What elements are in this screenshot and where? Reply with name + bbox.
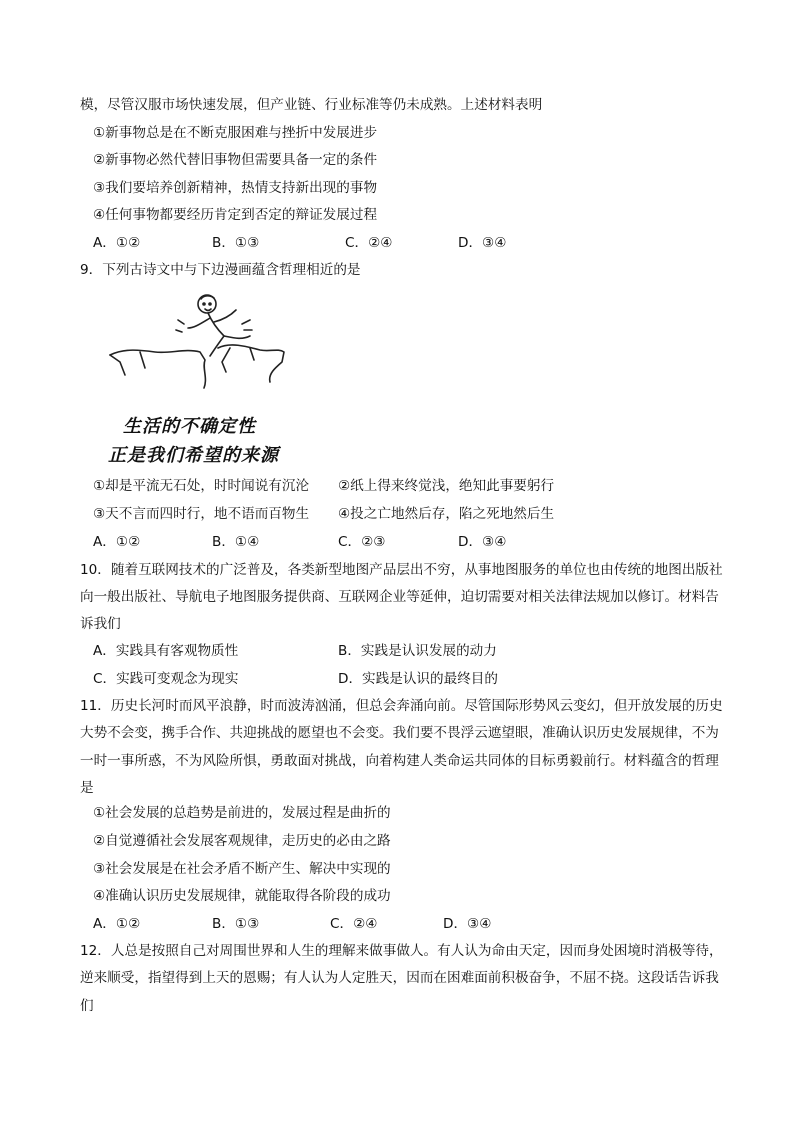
q11-item-4: ④准确认识历史发展规律，就能取得各阶段的成功 [93, 888, 391, 904]
q12-stem-line-2: 逆来顺受，指望得到上天的恩赐；有人认为人定胜天，因而在困难面前积极奋争，不屈不挠。这段话告诉我 [80, 970, 719, 986]
q8-option-b: B．①③ [212, 235, 260, 251]
q9-option-c: C．②③ [338, 534, 386, 550]
q9-item-2: ②纸上得来终觉浅，绝知此事要躬行 [338, 478, 555, 494]
cartoon-caption-line-2: 正是我们希望的来源 [108, 445, 279, 466]
q11-stem-line-2: 大势不会变，携手合作、共迎挑战的愿望也不会变。我们要不畏浮云遮望眼，准确认识历史发展规律，不为 [80, 725, 719, 741]
q8-item-4: ④任何事物都要经历肯定到否定的辩证发展过程 [93, 207, 378, 223]
q9-item-1: ①却是平流无石处，时时闻说有沉沦 [93, 478, 310, 494]
q9-option-b: B．①④ [212, 534, 260, 550]
q8-option-c: C．②④ [345, 235, 393, 251]
cartoon-caption-line-1: 生活的不确定性 [123, 416, 256, 437]
q10-option-c: C．实践可变观念为现实 [93, 671, 239, 687]
q9-option-d: D．③④ [458, 534, 507, 550]
q11-option-a: A．①② [93, 916, 141, 932]
q12-stem-line-1: 12．人总是按照自己对周围世界和人生的理解来做事做人。有人认为命由天定，因而身处困境时消极等待， [80, 943, 723, 959]
q11-stem-line-3: 一时一事所惑，不为风险所惧，勇敢面对挑战，向着构建人类命运共同体的目标勇毅前行。材料蕴含的哲理 [80, 753, 719, 769]
cartoon-illustration [100, 290, 290, 470]
q11-option-c: C．②④ [330, 916, 378, 932]
q10-option-d: D．实践是认识的最终目的 [338, 671, 498, 687]
q11-item-1: ①社会发展的总趋势是前进的，发展过程是曲折的 [93, 805, 391, 821]
q9-stem: 9．下列古诗文中与下边漫画蕴含哲理相近的是 [80, 262, 361, 278]
q9-option-a: A．①② [93, 534, 141, 550]
q8-option-d: D．③④ [458, 235, 507, 251]
q10-option-b: B．实践是认识发展的动力 [338, 643, 497, 659]
q10-stem-line-3: 诉我们 [80, 616, 121, 632]
q11-stem-line-4: 是 [80, 780, 94, 796]
q10-stem-line-1: 10．随着互联网技术的广泛普及，各类新型地图产品层出不穷，从事地图服务的单位也由传统的地图出版社 [80, 562, 723, 578]
q8-option-a: A．①② [93, 235, 141, 251]
q8-item-1: ①新事物总是在不断克服困难与挫折中发展进步 [93, 125, 378, 141]
q8-stem-tail: 模，尽管汉服市场快速发展，但产业链、行业标准等仍未成熟。上述材料表明 [80, 97, 543, 113]
q11-option-d: D．③④ [443, 916, 492, 932]
q10-stem-line-2: 向一般出版社、导航电子地图服务提供商、互联网企业等延伸，迫切需要对相关法律法规加以修订。材料告 [80, 589, 719, 605]
q11-stem-line-1: 11．历史长河时而风平浪静，时而波涛汹涌，但总会奔涌向前。尽管国际形势风云变幻，但开放发展的历史 [80, 698, 723, 714]
q11-item-2: ②自觉遵循社会发展客观规律，走历史的必由之路 [93, 833, 391, 849]
q11-item-3: ③社会发展是在社会矛盾不断产生、解决中实现的 [93, 861, 391, 877]
q9-item-4: ④投之亡地然后存，陷之死地然后生 [338, 506, 555, 522]
q10-option-a: A．实践具有客观物质性 [93, 643, 239, 659]
q12-stem-line-3: 们 [80, 998, 94, 1014]
q8-item-3: ③我们要培养创新精神，热情支持新出现的事物 [93, 180, 378, 196]
q9-item-3: ③天不言而四时行，地不语而百物生 [93, 506, 310, 522]
q11-option-b: B．①③ [212, 916, 260, 932]
q8-item-2: ②新事物必然代替旧事物但需要具备一定的条件 [93, 152, 378, 168]
